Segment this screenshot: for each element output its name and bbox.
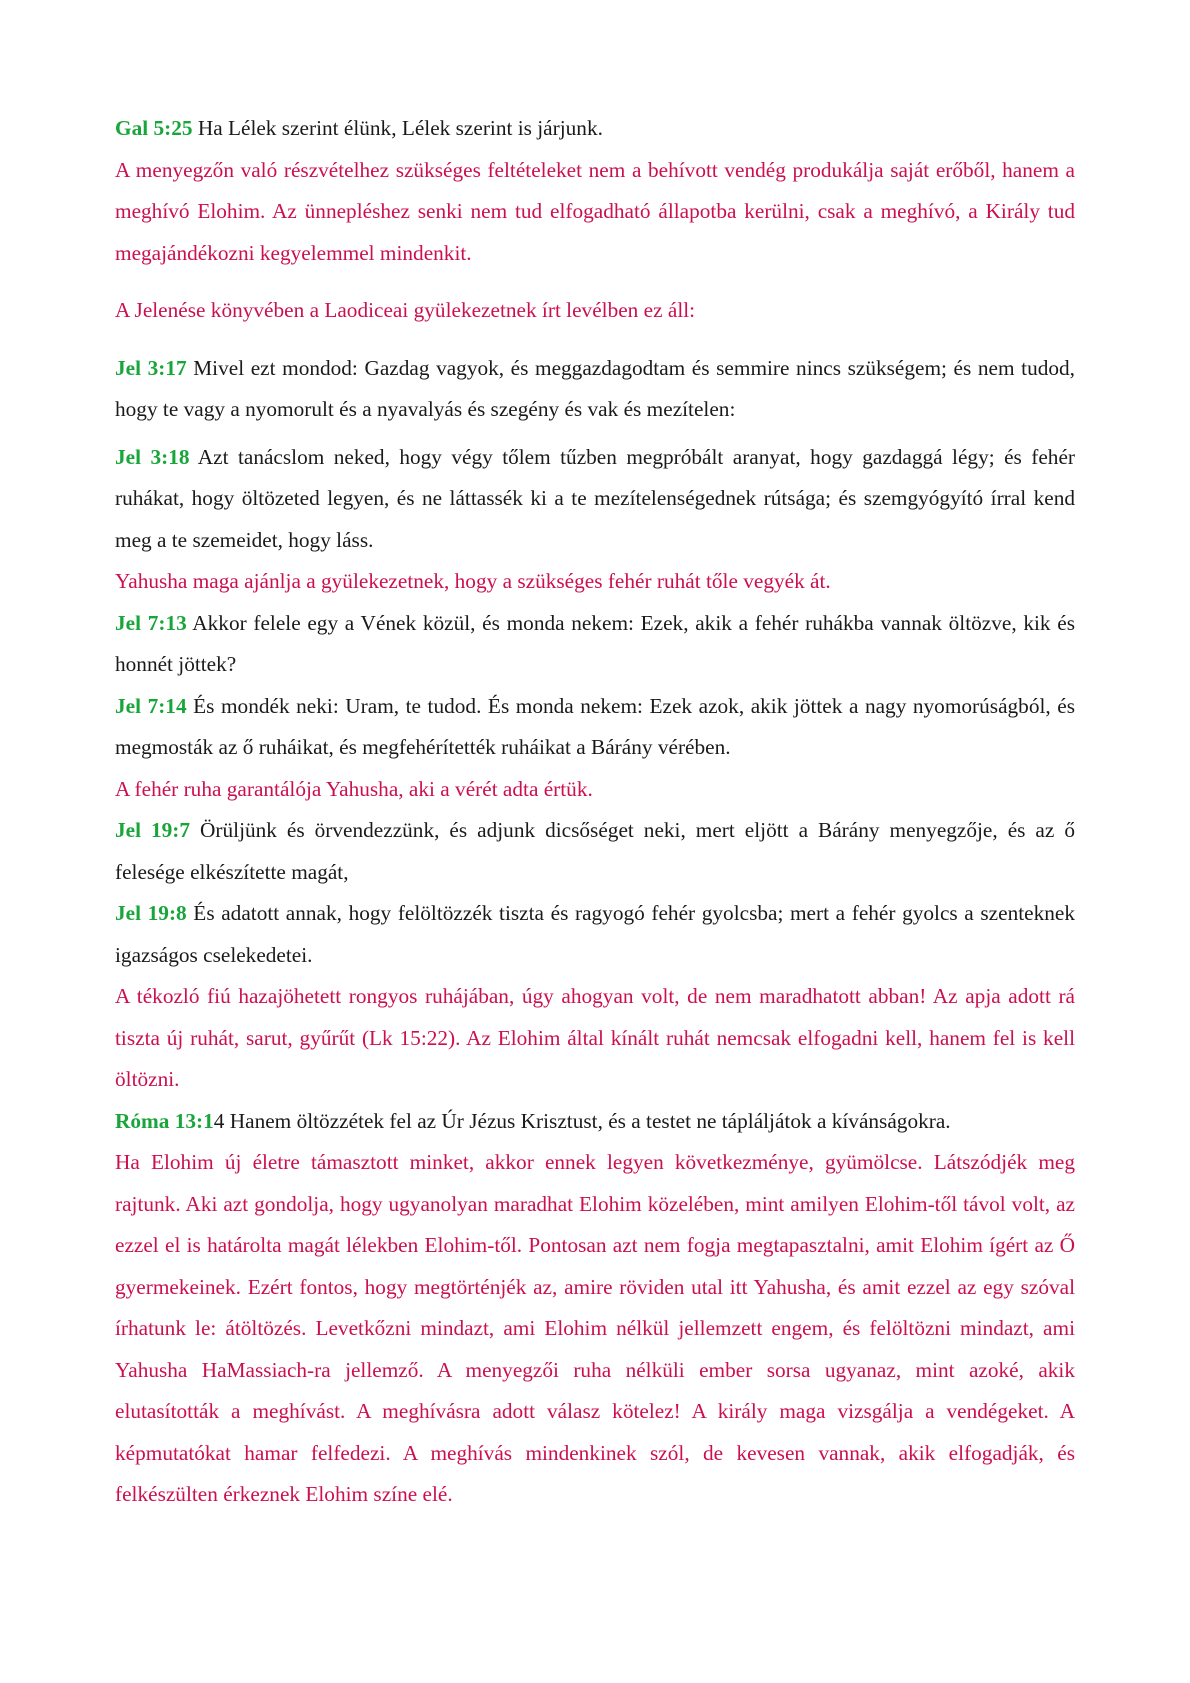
commentary-paragraph: A menyegzőn való részvételhez szükséges feltételeket nem a behívott vendég produkálja saját erőből, hanem a meghívó Elohim. Az ünnepléshez senki nem tud elfogadható állapotba kerülni, csak a meghívó, a Király tud megajándékozni kegyelemmel mindenkit.	[115, 157, 1075, 265]
verse-text: Akkor felele egy a Vének közül, és monda nekem: Ezek, akik a fehér ruhákba vannak öltözve, kik és honnét jöttek?	[115, 610, 1075, 676]
verse-jel-7-13	[115, 603, 1075, 686]
verse-reference: Róma 13:1	[115, 1108, 214, 1133]
commentary-paragraph: A tékozló fiú hazajöhetett rongyos ruhájában, úgy ahogyan volt, de nem maradhatott abban! Az apja adott rá tiszta új ruhát, sarut, gyűrűt (Lk 15:22). Az Elohim által kínált ruhát nemcsak elfogadni kell, hanem fel is kell öltözni.	[115, 984, 1075, 1091]
commentary-paragraph: A Jelenése könyvében a Laodiceai gyülekezetnek írt levélben ez áll:	[115, 298, 696, 322]
verse-reference: Gal 5:25	[115, 116, 193, 140]
commentary-paragraph: A fehér ruha garantálója Yahusha, aki a vérét adta értük.	[115, 776, 593, 801]
verse-text: 4 Hanem öltözzétek fel az Úr Jézus Krisztust, és a testet ne tápláljátok a kívánságokra.	[213, 1108, 951, 1133]
verse-gal-5-25	[115, 108, 1075, 150]
verse-text: Azt tanácslom neked, hogy végy tőlem tűzben megpróbált aranyat, hogy gazdaggá légy; és fehér ruhákat, hogy öltözeted legyen, és ne láttassék ki a te mezítelenségednek rútsága; és szemgyógyító írral kend meg a te szemeidet, hogy láss.	[115, 444, 1075, 552]
verse-jel-3-17	[115, 348, 1075, 431]
verse-text: És mondék neki: Uram, te tudod. És monda nekem: Ezek azok, akik jöttek a nagy nyomorúságból, és megmosták az ő ruháikat, és megfehérítették ruháikat a Bárány vérében.	[115, 693, 1075, 759]
verse-text: Örüljünk és örvendezzünk, és adjunk dicsőséget neki, mert eljött a Bárány menyegzője, és az ő felesége elkészítette magát,	[115, 818, 1075, 884]
verse-reference: Jel 19:7	[115, 818, 191, 842]
verse-text: És adatott annak, hogy felöltözzék tiszta és ragyogó fehér gyolcsba; mert a fehér gyolcs a szenteknek igazságos cselekedetei.	[115, 901, 1075, 967]
verse-reference: Jel 3:18	[115, 444, 190, 469]
verse-jel-7-14	[115, 686, 1075, 769]
verse-roma-13-14	[115, 1101, 1075, 1143]
commentary-paragraph: Yahusha maga ajánlja a gyülekezetnek, hogy a szükséges fehér ruhát tőle vegyék át.	[115, 569, 831, 593]
verse-text: Ha Lélek szerint élünk, Lélek szerint is járjunk.	[192, 116, 603, 140]
verse-jel-19-8	[115, 893, 1075, 976]
document-page	[115, 108, 1075, 1516]
verse-reference: Jel 7:13	[115, 610, 187, 635]
verse-reference: Jel 7:14	[115, 693, 187, 718]
verse-jel-3-18	[115, 437, 1075, 562]
verse-reference: Jel 3:17	[115, 355, 187, 380]
commentary-paragraph: Ha Elohim új életre támasztott minket, akkor ennek legyen következménye, gyümölcse. Látszódjék meg rajtunk. Aki azt gondolja, hogy ugyanolyan maradhat Elohim közelében, mint amilyen Elohim-től távol volt, az ezzel el is határolta magát lélekben Elohim-től. Pontosan azt nem fogja megtapasztalni, amit Elohim ígért az Ő gyermekeinek. Ezért fontos, hogy megtörténjék az, amire röviden utal itt Yahusha, és amit ezzel az egy szóval írhatunk le: átöltözés. Levetkőzni mindazt, ami Elohim nélkül jellemzett engem, és felöltözni mindazt, ami Yahusha HaMassiach-ra jellemző. A menyegzői ruha nélküli ember sorsa ugyanaz, mint azoké, akik elutasították a meghívást. A meghívásra adott válasz kötelez! A király maga vizsgálja a vendégeket. A képmutatókat hamar felfedezi. A meghívás mindenkinek szól, de kevesen vannak, akik elfogadják, és felkészülten érkeznek Elohim színe elé.	[115, 1150, 1075, 1506]
verse-reference: Jel 19:8	[115, 901, 187, 925]
verse-text: Mivel ezt mondod: Gazdag vagyok, és meggazdagodtam és semmire nincs szükségem; és nem tudod, hogy te vagy a nyomorult és a nyavalyás és szegény és vak és mezítelen:	[115, 355, 1075, 421]
verse-jel-19-7	[115, 810, 1075, 893]
